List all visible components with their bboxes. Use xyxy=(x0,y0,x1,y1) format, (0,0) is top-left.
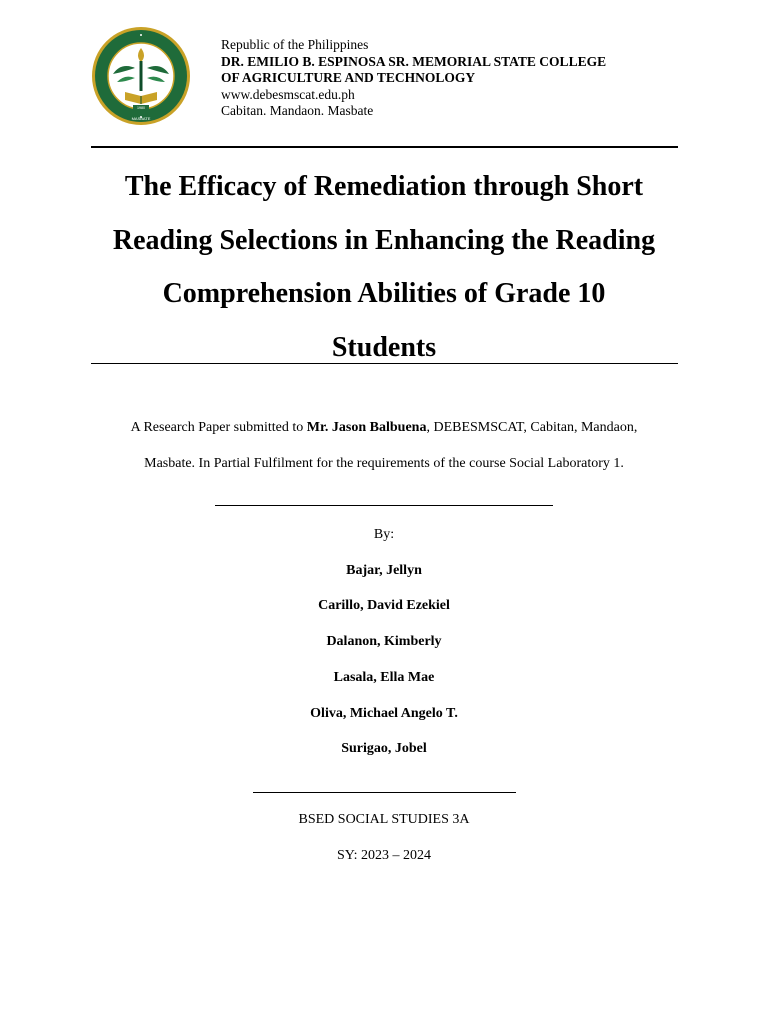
title-line: Comprehension Abilities of Grade 10 xyxy=(162,278,606,309)
title-line: Students xyxy=(331,331,437,363)
header-divider xyxy=(91,146,678,148)
submission-statement xyxy=(80,410,688,482)
college-website: www.debesmscat.edu.ph xyxy=(221,86,355,102)
author-name: Surigao, Jobel xyxy=(341,741,427,757)
title-line: Reading Selections in Enhancing the Reading xyxy=(112,224,656,256)
by-label: By: xyxy=(373,527,395,542)
authors-block xyxy=(80,517,688,767)
course-info xyxy=(80,802,688,874)
college-address: Cabitan. Mandaon. Masbate xyxy=(221,103,374,118)
separator-line xyxy=(215,505,553,506)
separator-line xyxy=(253,792,516,793)
country-line: Republic of the Philippines xyxy=(221,37,369,52)
college-seal-icon xyxy=(91,26,191,126)
college-logo xyxy=(91,26,191,126)
submission-suffix: , DEBESMSCAT, Cabitan, Mandaon, xyxy=(426,420,638,435)
author-name: Lasala, Ella Mae xyxy=(333,669,435,685)
title-line: The Efficacy of Remediation through Short xyxy=(124,171,644,202)
author-name: Carillo, David Ezekiel xyxy=(318,598,450,614)
adviser-name: Mr. Jason Balbuena xyxy=(306,420,427,435)
school-year: SY: 2023 – 2024 xyxy=(336,848,431,863)
submission-line-1 xyxy=(80,410,688,446)
seal-year: 1980 xyxy=(137,106,145,111)
letterhead xyxy=(221,37,606,120)
course-section: BSED SOCIAL STUDIES 3A xyxy=(298,812,470,827)
paper-title xyxy=(80,160,688,374)
college-name-line-1: DR. EMILIO B. ESPINOSA SR. MEMORIAL STATE COLLEGE xyxy=(221,53,607,69)
seal-place: MASBATE xyxy=(131,116,151,121)
college-name-line-2: OF AGRICULTURE AND TECHNOLOGY xyxy=(221,70,476,85)
author-name: Dalanon, Kimberly xyxy=(326,634,442,650)
author-name: Oliva, Michael Angelo T. xyxy=(310,705,458,721)
author-name: Bajar, Jellyn xyxy=(346,562,422,578)
submission-line-2: Masbate. In Partial Fulfilment for the requirements of the course Social Laboratory 1. xyxy=(144,456,624,471)
submission-prefix: A Research Paper submitted to xyxy=(130,420,307,435)
title-divider xyxy=(91,363,678,364)
